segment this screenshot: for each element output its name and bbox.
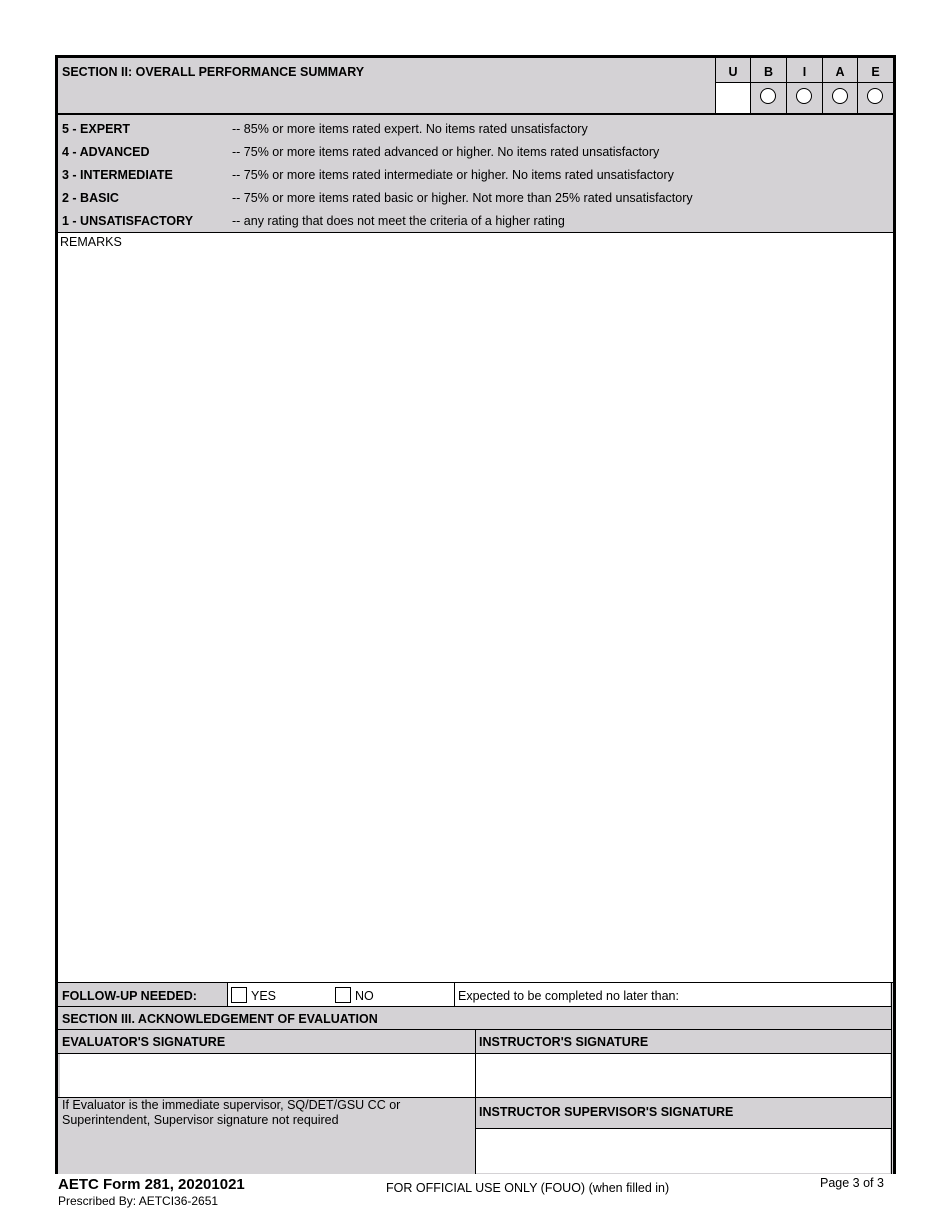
- followup-yes-label: YES: [251, 989, 277, 1003]
- supervisor-note: If Evaluator is the immediate supervisor, SQ/DET/GSU CC or Superintendent, Supervisor signature not required: [62, 1098, 401, 1127]
- criteria-level: 4 - ADVANCED: [62, 145, 150, 159]
- prescribed-by: Prescribed By: AETCI36-2651: [58, 1194, 219, 1208]
- rating-b-radio[interactable]: [760, 88, 776, 104]
- form-id: AETC Form 281, 20201021: [58, 1176, 245, 1193]
- criteria-description: -- any rating that does not meet the criteria of a higher rating: [232, 214, 565, 228]
- fouo-notice: FOR OFFICIAL USE ONLY (FOUO) (when filled in): [386, 1181, 670, 1195]
- followup-expected-label: Expected to be completed no later than:: [458, 989, 679, 1003]
- instructor-supervisor-signature-label: INSTRUCTOR SUPERVISOR'S SIGNATURE: [479, 1105, 734, 1119]
- followup-divider: [227, 983, 228, 1006]
- rating-a-radio[interactable]: [832, 88, 848, 104]
- rating-u-field[interactable]: [716, 83, 750, 113]
- criteria-level: 5 - EXPERT: [62, 122, 131, 136]
- instructor-supervisor-signature-field[interactable]: [476, 1129, 890, 1173]
- lower-right-border: [891, 983, 892, 1174]
- remarks-label: REMARKS: [60, 235, 122, 249]
- rating-col-a: A: [835, 65, 845, 79]
- rating-i-radio[interactable]: [796, 88, 812, 104]
- evaluator-signature-field[interactable]: [60, 1054, 475, 1097]
- rating-col-b: B: [763, 65, 774, 79]
- evaluator-signature-label: EVALUATOR'S SIGNATURE: [62, 1035, 226, 1049]
- followup-yes-checkbox[interactable]: [231, 987, 247, 1003]
- criteria-description: -- 75% or more items rated advanced or higher. No items rated unsatisfactory: [232, 145, 660, 159]
- followup-no-label: NO: [355, 989, 374, 1003]
- criteria-description: -- 85% or more items rated expert. No items rated unsatisfactory: [232, 122, 588, 136]
- form-page-frame: [55, 55, 896, 1174]
- page-number: Page 3 of 3: [820, 1176, 884, 1190]
- rating-e-radio[interactable]: [867, 88, 883, 104]
- criteria-description: -- 75% or more items rated basic or higher. Not more than 25% rated unsatisfactory: [232, 191, 693, 205]
- followup-no-checkbox[interactable]: [335, 987, 351, 1003]
- instructor-signature-label: INSTRUCTOR'S SIGNATURE: [479, 1035, 649, 1049]
- criteria-level: 3 - INTERMEDIATE: [62, 168, 173, 182]
- followup-label: FOLLOW-UP NEEDED:: [62, 989, 197, 1003]
- criteria-level: 1 - UNSATISFACTORY: [62, 214, 194, 228]
- instructor-signature-field[interactable]: [476, 1054, 890, 1097]
- criteria-level: 2 - BASIC: [62, 191, 119, 205]
- section2-title: SECTION II: OVERALL PERFORMANCE SUMMARY: [62, 65, 365, 79]
- followup-bottom-rule: [58, 1006, 891, 1007]
- criteria-description: -- 75% or more items rated intermediate or higher. No items rated unsatisfactory: [232, 168, 674, 182]
- rating-col-u: U: [728, 65, 738, 79]
- rating-col-e: E: [871, 65, 880, 79]
- remarks-textarea[interactable]: [60, 252, 890, 980]
- criteria-bottom-rule: [58, 232, 893, 233]
- rating-col-i: I: [802, 65, 807, 79]
- section3-title: SECTION III. ACKNOWLEDGEMENT OF EVALUATION: [62, 1012, 378, 1026]
